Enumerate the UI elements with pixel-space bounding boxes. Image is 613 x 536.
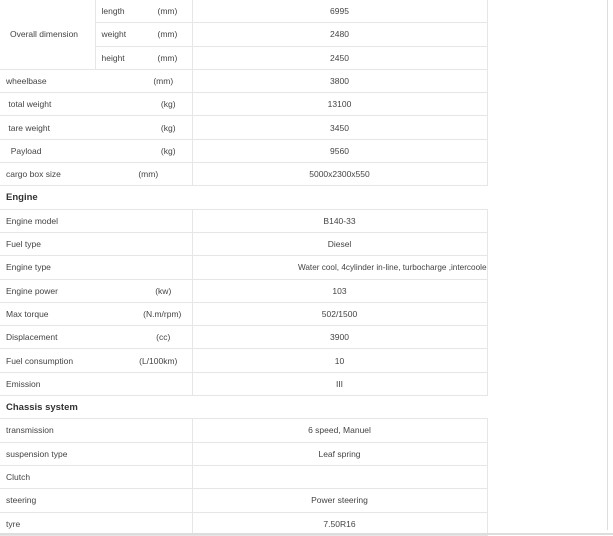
row-unit [95,465,192,488]
section-header-row [0,396,487,419]
row-label: Max torque [0,302,95,325]
row-label: Displacement [0,326,95,349]
page-right-border [607,0,608,530]
row-unit: (L/100km) [95,349,192,372]
table-row [0,93,487,116]
table-row [0,163,487,186]
row-label: tyre [0,512,95,535]
table-row [0,232,487,255]
row-value: 3450 [192,116,487,139]
row-value: III [192,372,487,395]
dimension-value: 2450 [192,46,487,69]
row-unit: (kg) [95,93,192,116]
row-label: Engine type [0,256,95,279]
overall-dimension-label: Overall dimension [0,0,95,69]
row-unit: (kw) [95,279,192,302]
table-row [0,465,487,488]
row-label: Fuel consumption [0,349,95,372]
table-row [0,372,487,395]
row-label: cargo box size [0,163,95,186]
row-unit [95,419,192,442]
table-row [0,442,487,465]
dimension-name: weight [101,29,127,40]
dimension-unit: (mm) [157,29,178,40]
row-label: Engine power [0,279,95,302]
row-value [192,465,487,488]
row-label: transmission [0,419,95,442]
row-value: Leaf spring [192,442,487,465]
dimension-unit: (mm) [157,6,178,17]
row-unit: (mm) [95,69,192,92]
row-label: total weight [0,93,95,116]
row-unit [95,209,192,232]
table-row [0,279,487,302]
row-unit: (kg) [95,139,192,162]
row-label: Payload [0,139,95,162]
row-unit [95,442,192,465]
row-value: 13100 [192,93,487,116]
dimension-name: height [101,52,125,63]
dimension-name: length [101,6,125,17]
row-value: 6 speed, Manuel [192,419,487,442]
section-title-engine: Engine [0,186,487,209]
row-value: Diesel [192,232,487,255]
table-row [0,512,487,535]
row-label: Emission [0,372,95,395]
row-value: 10 [192,349,487,372]
row-value: 3900 [192,326,487,349]
table-row [0,489,487,512]
row-value: Power steering [192,489,487,512]
section-header-row [0,186,487,209]
table-row [0,349,487,372]
table-row [0,302,487,325]
table-row [0,139,487,162]
row-label: suspension type [0,442,95,465]
table-row [0,116,487,139]
row-unit [95,489,192,512]
row-unit [95,256,192,279]
row-unit: (cc) [95,326,192,349]
row-label: steering [0,489,95,512]
dimension-cell [95,46,192,69]
row-value: 5000x2300x550 [192,163,487,186]
row-value: 103 [192,279,487,302]
table-row [0,256,487,279]
row-label: Engine model [0,209,95,232]
dimension-cell [95,0,192,23]
page-bottom-border [0,533,613,535]
table-row [0,419,487,442]
section-title-chassis: Chassis system [0,396,487,419]
row-value: B140-33 [192,209,487,232]
row-label: tare weight [0,116,95,139]
table-row [0,0,487,23]
dimension-value: 2480 [192,23,487,46]
row-unit [95,232,192,255]
row-label: wheelbase [0,69,95,92]
row-value: Water cool, 4cylinder in-line, turbocharge ,intercoole [192,256,487,279]
row-value: 7.50R16 [192,512,487,535]
row-unit: (mm) [95,163,192,186]
row-unit: (N.m/rpm) [95,302,192,325]
table-row [0,209,487,232]
dimension-cell [95,23,192,46]
row-unit: (kg) [95,116,192,139]
row-unit [95,372,192,395]
row-label: Fuel type [0,232,95,255]
dimension-value: 6995 [192,0,487,23]
table-row [0,326,487,349]
row-value: 502/1500 [192,302,487,325]
row-value: 3800 [192,69,487,92]
row-label: Clutch [0,465,95,488]
row-unit [95,512,192,535]
dimension-unit: (mm) [157,52,178,63]
table-row [0,69,487,92]
row-value: 9560 [192,139,487,162]
